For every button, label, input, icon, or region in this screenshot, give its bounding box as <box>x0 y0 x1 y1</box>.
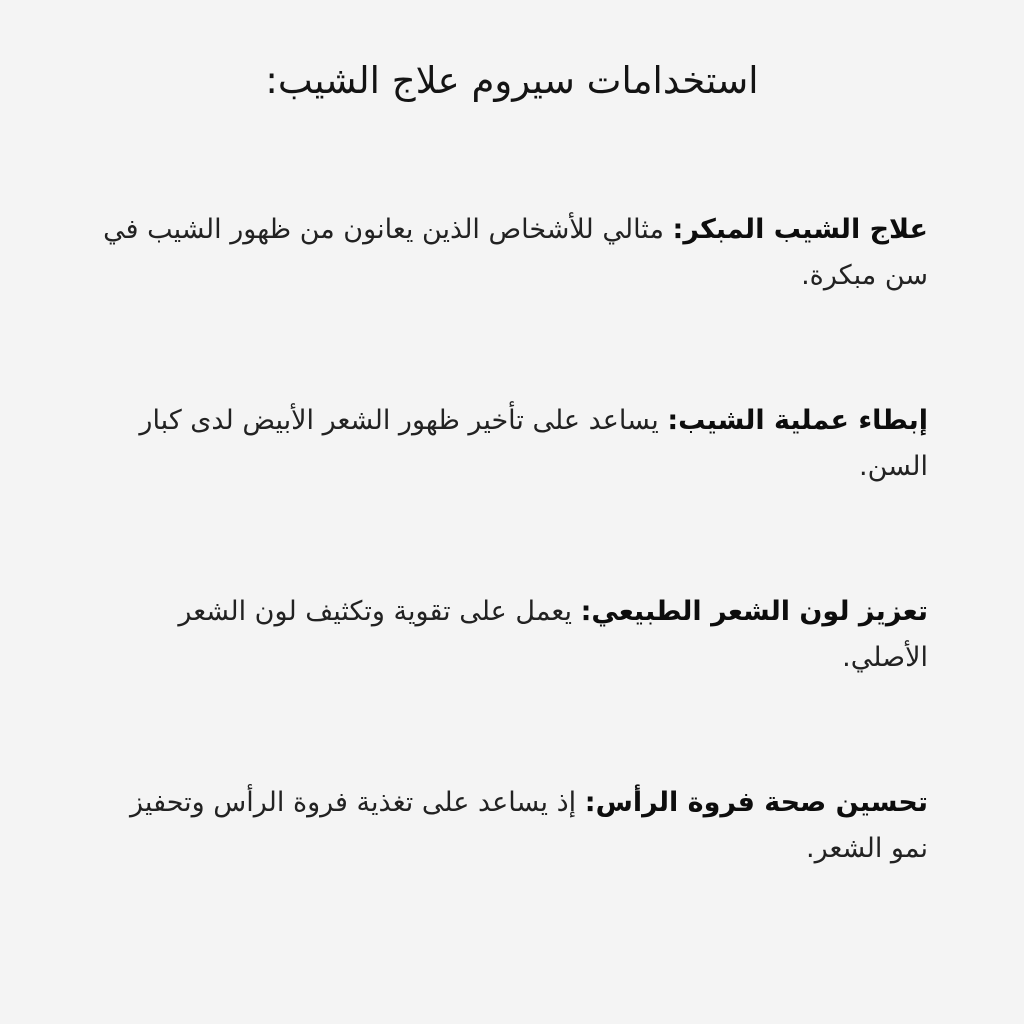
list-item <box>96 398 928 491</box>
list-item-separator: : <box>580 595 592 627</box>
list-item <box>96 589 928 682</box>
list-item-description: يساعد على تأخير ظهور الشعر الأبيض لدى كبار السن. <box>139 404 928 483</box>
list-item-separator: : <box>584 786 596 818</box>
list-item-term: إبطاء عملية الشيب <box>678 404 928 436</box>
page-title: استخدامات سيروم علاج الشيب: <box>265 59 759 102</box>
list-item-term: تعزيز لون الشعر الطبيعي <box>591 595 928 627</box>
usage-list <box>96 180 928 900</box>
list-item-description: إذ يساعد على تغذية فروة الرأس وتحفيز نمو الشعر. <box>130 786 928 864</box>
list-item-term: علاج الشيب المبكر <box>683 213 928 245</box>
list-item-separator: : <box>667 404 679 436</box>
list-item-term: تحسين صحة فروة الرأس <box>595 786 928 818</box>
list-item <box>96 207 928 300</box>
list-item-separator: : <box>672 213 684 245</box>
list-item-description: مثالي للأشخاص الذين يعانون من ظهور الشيب في سن مبكرة. <box>103 213 928 292</box>
list-item-description: يعمل على تقوية وتكثيف لون الشعر الأصلي. <box>178 595 928 674</box>
list-item <box>96 780 928 873</box>
